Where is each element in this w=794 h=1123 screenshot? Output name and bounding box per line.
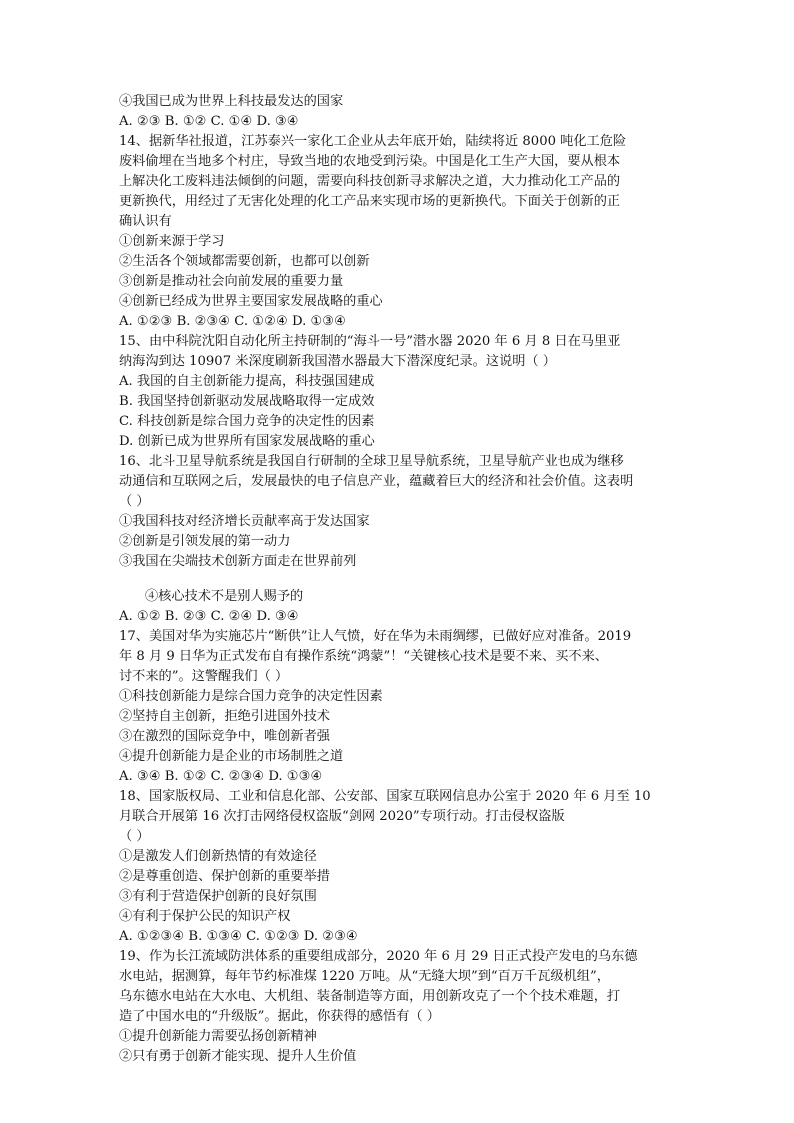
q18-option: ②是尊重创造、保护创新的重要举措 [119, 869, 330, 884]
q18-stem-line: 月联合开展第 16 次打击网络侵权盗版“剑网 2020”专项行动。打击侵权盗版 [119, 809, 565, 824]
q14-stem-line: 确认识有 [119, 214, 172, 229]
q14-option: ③创新是推动社会向前发展的重要力量 [119, 274, 344, 289]
q13-option-4: ④我国已成为世界上科技最发达的国家 [119, 94, 344, 109]
q18-option: ④有利于保护公民的知识产权 [119, 909, 291, 924]
q17-answers: A. ③④ B. ①② C. ②③④ D. ①③④ [119, 769, 323, 784]
q19-stem-line: 19、作为长江流域防洪体系的重要组成部分，2020 年 6 月 29 日正式投产发电的乌东德 [119, 949, 638, 964]
q17-option: ③在激烈的国际竞争中，唯创新者强 [119, 729, 330, 744]
q16-stem-line: 16、北斗卫星导航系统是我国自行研制的全球卫星导航系统，卫星导航产业也成为继移 [119, 454, 624, 469]
document-page [119, 92, 683, 1067]
question-15 [119, 332, 683, 452]
q17-stem-line: 年 8 月 9 日华为正式发布自有操作系统“鸿蒙”！“关键核心技术是要不来、买不来、 [119, 649, 608, 664]
q19-option: ②只有勇于创新才能实现、提升人生价值 [119, 1049, 357, 1064]
question-17 [119, 627, 683, 787]
q16-stem-line: 动通信和互联网之后，发展最快的电子信息产业，蕴藏着巨大的经济和社会价值。这表明 [119, 474, 634, 489]
q15-stem-line: 15、由中科院沈阳自动化所主持研制的“海斗一号”潜水器 2020 年 6 月 8 日在马里亚 [119, 334, 621, 349]
q15-stem-line: 纳海沟到达 10907 米深度刷新我国潜水器最大下潜深度纪录。这说明（ ） [119, 354, 556, 369]
question-18 [119, 787, 683, 947]
q15-option: D. 创新已成为世界所有国家发展战略的重心 [119, 434, 375, 449]
q19-stem-line: 造了中国水电的“升级版”。据此，你获得的感悟有（ ） [119, 1009, 440, 1024]
q18-option: ①是激发人们创新热情的有效途径 [119, 849, 317, 864]
q15-option: A. 我国的自主创新能力提高，科技强国建成 [119, 374, 375, 389]
q16-option: ②创新是引领发展的第一动力 [119, 534, 291, 549]
q15-option: B. 我国坚持创新驱动发展战略取得一定成效 [119, 394, 375, 409]
q18-answers: A. ①②③④ B. ①③④ C. ①②③ D. ②③④ [119, 929, 358, 944]
blank-gap [119, 572, 683, 587]
q14-answers: A. ①②③ B. ②③④ C. ①②④ D. ①③④ [119, 314, 346, 329]
q16-answers: A. ①② B. ②③ C. ②④ D. ③④ [119, 609, 299, 624]
q17-stem-line: 讨不来的”。这警醒我们（ ） [119, 669, 289, 684]
q19-stem-line: 水电站，据测算，每年节约标准煤 1220 万吨。从“无缝大坝”到“百万千瓦级机组”， [119, 969, 610, 984]
q17-option: ②坚持自主创新，拒绝引进国外技术 [119, 709, 330, 724]
q18-stem-line: 18、国家版权局、工业和信息化部、公安部、国家互联网信息办公室于 2020 年 6 月至 10 [119, 789, 651, 804]
q19-option: ①提升创新能力需要弘扬创新精神 [119, 1029, 317, 1044]
q16-option: ①我国科技对经济增长贡献率高于发达国家 [119, 514, 370, 529]
q19-stem-line: 乌东德水电站在大水电、大机组、装备制造等方面，用创新攻克了一个个技术难题，打 [119, 989, 621, 1004]
q14-stem-line: 更新换代，用经过了无害化处理的化工产品来实现市场的更新换代。下面关于创新的正 [119, 194, 621, 209]
q14-stem-line: 14、据新华社报道，江苏泰兴一家化工企业从去年底开始，陆续将近 8000 吨化工危险 [119, 134, 627, 149]
q13-answers: A. ②③ B. ①② C. ①④ D. ③④ [119, 114, 299, 129]
q18-option: ③有利于营造保护创新的良好氛围 [119, 889, 317, 904]
question-16 [119, 452, 683, 627]
question-19 [119, 947, 683, 1067]
q17-stem-line: 17、美国对华为实施芯片“断供”让人气愤，好在华为未雨绸缪，已做好应对准备。2019 [119, 629, 632, 644]
question-14 [119, 132, 683, 332]
q18-stem-line: （ ） [119, 829, 150, 844]
q14-option: ④创新已经成为世界主要国家发展战略的重心 [119, 294, 383, 309]
q14-option: ①创新来源于学习 [119, 234, 225, 249]
q14-option: ②生活各个领域都需要创新，也都可以创新 [119, 254, 370, 269]
q15-option: C. 科技创新是综合国力竞争的决定性的因素 [119, 414, 375, 429]
q17-option: ④提升创新能力是企业的市场制胜之道 [119, 749, 344, 764]
q14-stem-line: 废料偷埋在当地多个村庄，导致当地的农地受到污染。中国是化工生产大国，要从根本 [119, 154, 621, 169]
q17-option: ①科技创新能力是综合国力竞争的决定性因素 [119, 689, 383, 704]
q16-option: ④核心技术不是别人赐予的 [145, 589, 304, 604]
q14-stem-line: 上解决化工废料违法倾倒的问题，需要向科技创新寻求解决之道，大力推动化工产品的 [119, 174, 621, 189]
q16-option: ③我国在尖端技术创新方面走在世界前列 [119, 554, 357, 569]
q16-stem-line: （ ） [119, 494, 150, 509]
